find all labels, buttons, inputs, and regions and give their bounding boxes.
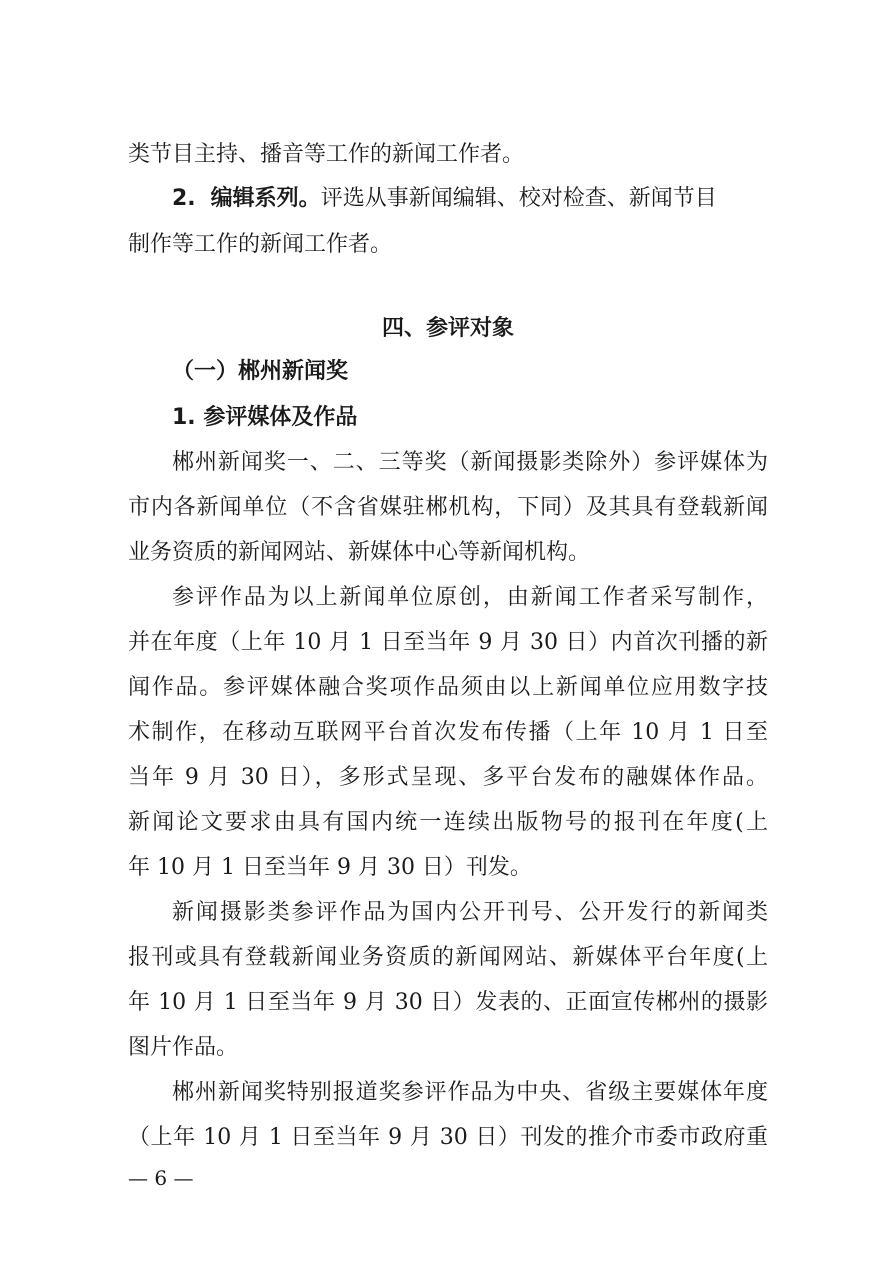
paragraph-line: 市内各新闻单位（不含省媒驻郴机构，下同）及其具有登载新闻 xyxy=(128,495,768,520)
page-number: — 6 — xyxy=(128,1166,194,1190)
subsection-heading: （一）郴州新闻奖 xyxy=(172,359,349,384)
paragraph-line: 制作等工作的新闻工作者。 xyxy=(128,232,393,257)
paragraph-line: 参评作品为以上新闻单位原创，由新闻工作者采写制作， xyxy=(172,585,768,610)
paragraph-line: （上年 10 月 1 日至当年 9 月 30 日）刊发的推介市委市政府重 xyxy=(128,1125,768,1150)
item-text: 评选从事新闻编辑、校对检查、新闻节目 xyxy=(320,186,717,211)
paragraph-line: 图片作品。 xyxy=(128,1035,239,1060)
paragraph-line: 当年 9 月 30 日），多形式呈现、多平台发布的融媒体作品。 xyxy=(128,765,768,790)
numbered-item-line xyxy=(172,185,768,213)
item-number: 2. xyxy=(172,186,196,211)
paragraph-line: 年 10 月 1 日至当年 9 月 30 日）刊发。 xyxy=(128,855,532,880)
paragraph-line: 年 10 月 1 日至当年 9 月 30 日）发表的、正面宣传郴州的摄影 xyxy=(128,990,768,1015)
paragraph-line: 新闻论文要求由具有国内统一连续出版物号的报刊在年度(上 xyxy=(128,810,768,835)
paragraph-line: 郴州新闻奖特别报道奖参评作品为中央、省级主要媒体年度 xyxy=(172,1080,768,1105)
item-title: 编辑系列。 xyxy=(210,186,321,211)
sub-subsection-heading: 1. 参评媒体及作品 xyxy=(172,405,358,430)
paragraph-line: 并在年度（上年 10 月 1 日至当年 9 月 30 日）内首次刊播的新 xyxy=(128,630,768,655)
section-heading: 四、参评对象 xyxy=(381,316,514,341)
paragraph-line: 闻作品。参评媒体融合奖项作品须由以上新闻单位应用数字技 xyxy=(128,675,768,700)
paragraph-line: 郴州新闻奖一、二、三等奖（新闻摄影类除外）参评媒体为 xyxy=(172,450,768,475)
paragraph-line: 新闻摄影类参评作品为国内公开刊号、公开发行的新闻类 xyxy=(172,900,768,925)
paragraph-line: 报刊或具有登载新闻业务资质的新闻网站、新媒体平台年度(上 xyxy=(128,945,768,970)
paragraph-line: 术制作，在移动互联网平台首次发布传播（上年 10 月 1 日至 xyxy=(128,720,768,745)
paragraph-line: 类节目主持、播音等工作的新闻工作者。 xyxy=(128,142,525,167)
paragraph-line: 业务资质的新闻网站、新媒体中心等新闻机构。 xyxy=(128,540,591,565)
